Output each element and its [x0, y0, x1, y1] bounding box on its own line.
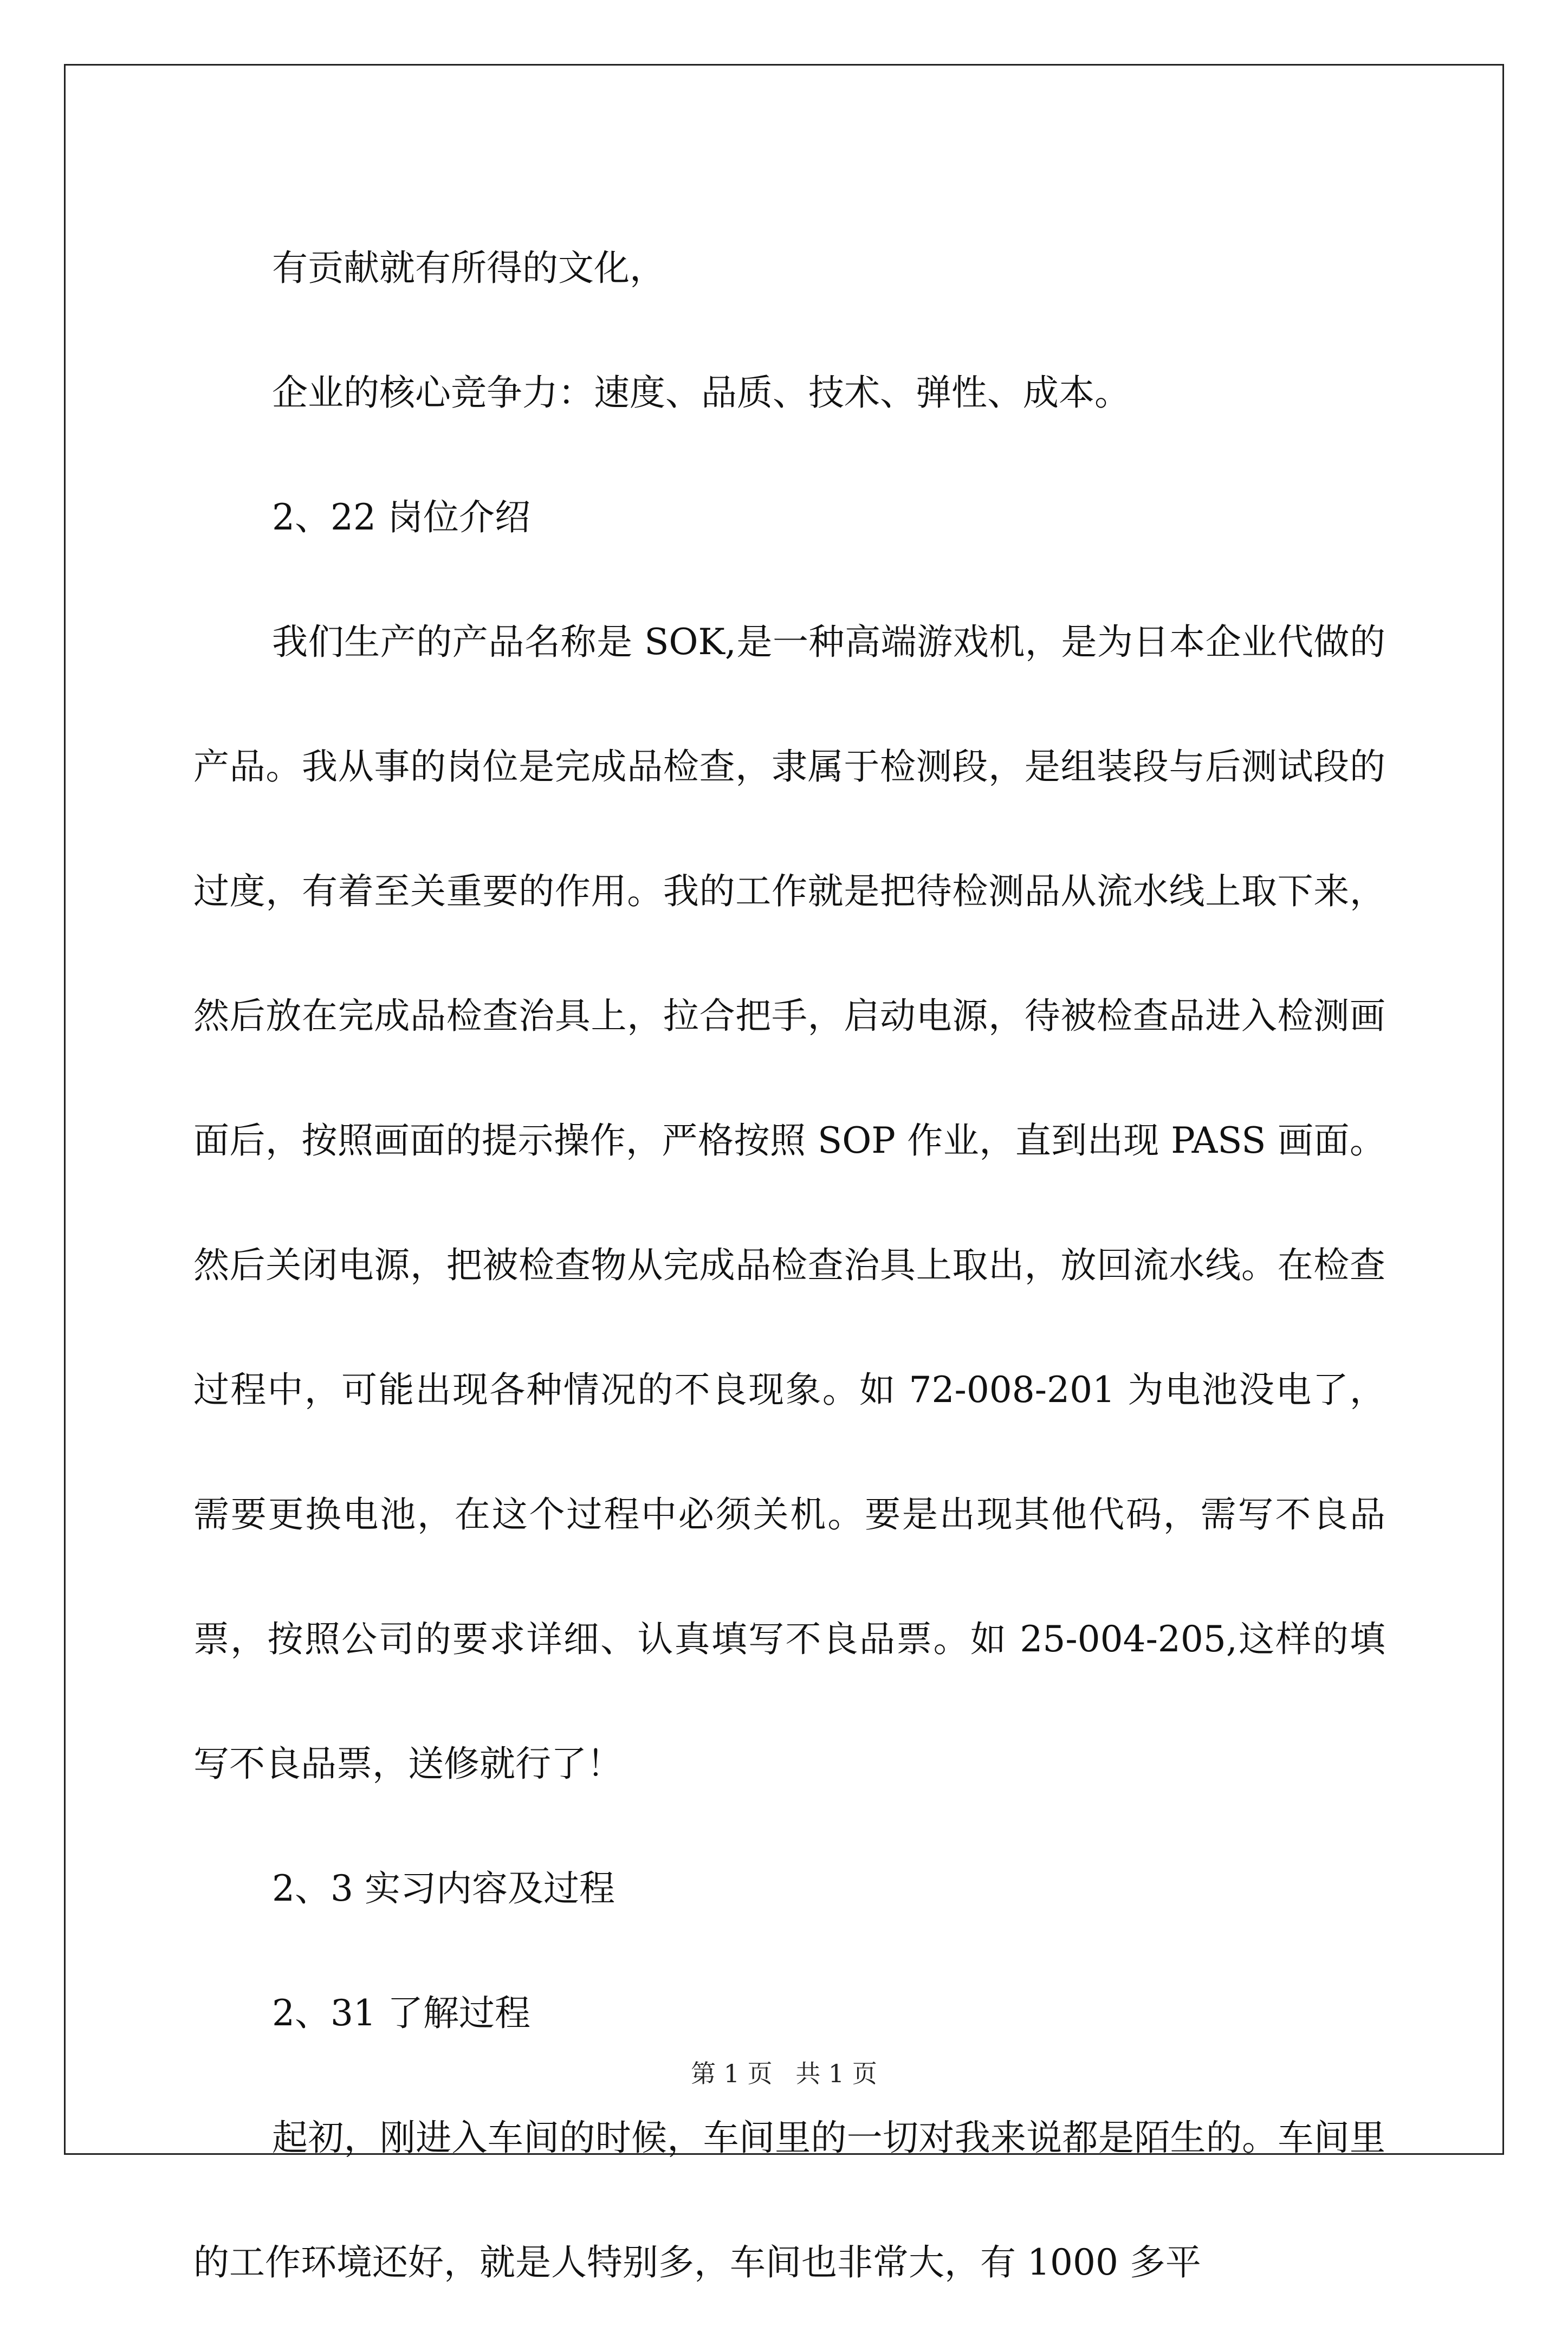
heading-job-intro: 2、22 岗位介绍	[272, 496, 530, 538]
page-number: 第 1 页	[691, 2059, 773, 2088]
paragraph-job-description: 我们生产的产品名称是 SOK,是一种高端游戏机，是为日本企业代做的产品。我从事的岗位是完成品检查，隶属于检测段，是组装段与后测试段的过度，有着至关重要的作用。我的工作就是把待检测品从流水线上取下来，然后放在完成品检查治具上，拉合把手，启动电源，待被检查品进入检测画面后，按照画面的提示操作，严格按照 SOP 作业，直到出现 PASS 画面。然后关闭电源，把被检查物从完成品检查治具上取出，放回流水线。在检查过程中，可能出现各种情况的不良现象。如 72-008-201 为电池没电了，需要更换电池，在这个过程中必须关机。要是出现其他代码，需写不良品票，按照公司的要求详细、认真填写不良品票。如 25-004-205,这样的填写不良品票，送修就行了！	[193, 621, 1385, 1785]
heading-internship-content: 2、3 实习内容及过程	[272, 1868, 615, 1909]
paragraph-culture: 有贡献就有所得的文化，	[272, 247, 665, 289]
heading-understanding-process: 2、31 了解过程	[272, 1992, 530, 2034]
document-body	[193, 206, 1385, 2325]
paragraph-core-competence: 企业的核心竞争力：速度、品质、技术、弹性、成本。	[272, 372, 1130, 414]
page-total: 共 1 页	[795, 2059, 877, 2088]
paragraph-workshop-intro: 起初，刚进入车间的时候，车间里的一切对我来说都是陌生的。车间里的工作环境还好，就是人特别多，车间也非常大，有 1000 多平	[193, 2117, 1385, 2283]
page-footer	[0, 2054, 1568, 2090]
